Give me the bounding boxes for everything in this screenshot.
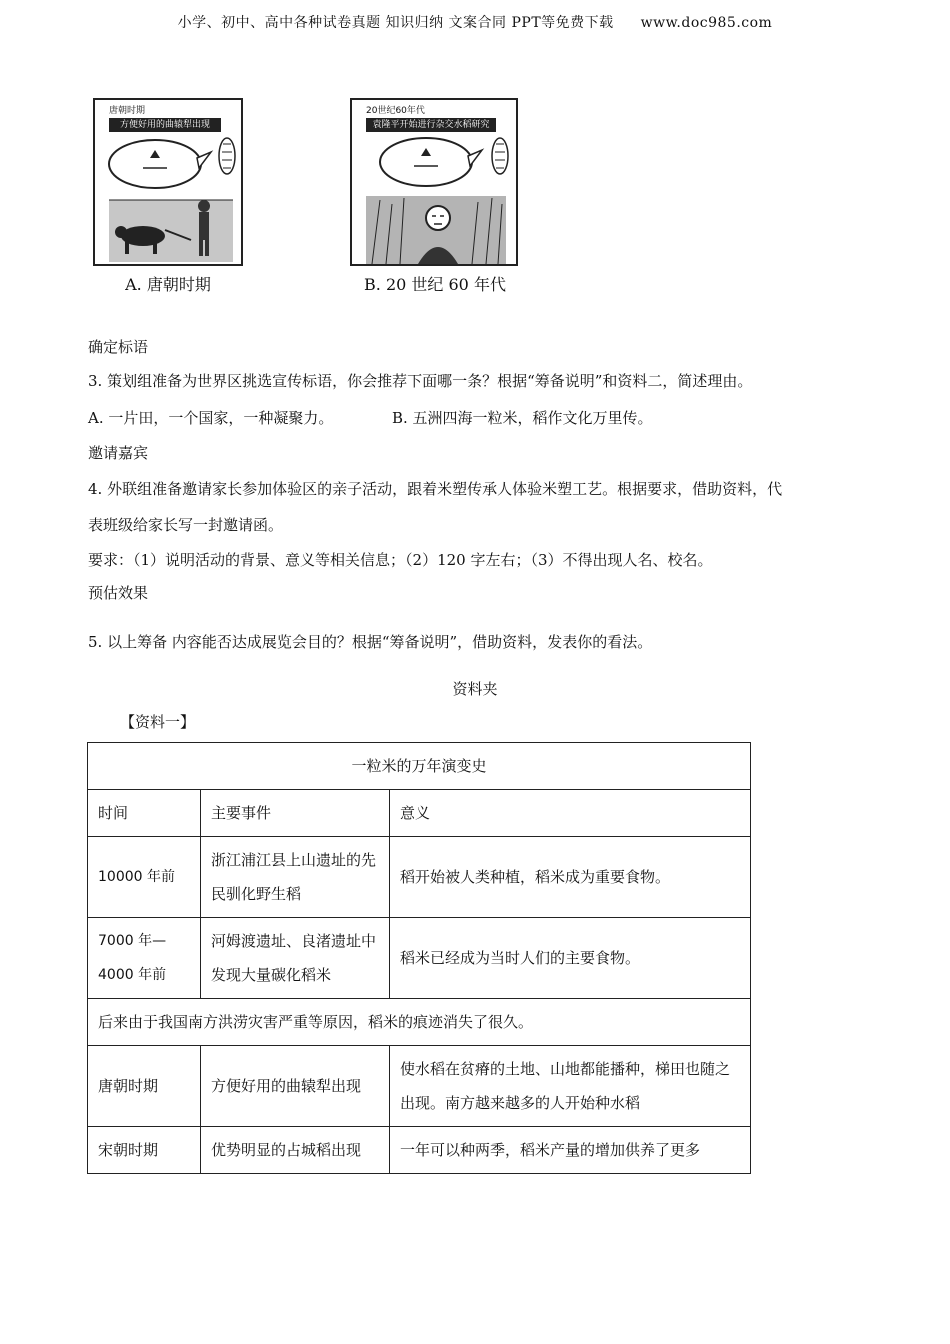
figure-a-caption: A. 唐朝时期 bbox=[125, 275, 211, 294]
q3-option-a: A. 一片田，一个国家，一种凝聚力。 bbox=[88, 409, 334, 427]
question-3: 3. 策划组准备为世界区挑选宣传标语，你会推荐下面哪一条？根据“筹备说明”和资料二，简述理由。 bbox=[88, 372, 753, 390]
table-cell-meaning: 使水稻在贫瘠的土地、山地都能播种，梯田也随之出现。南方越来越多的人开始种水稻 bbox=[390, 1046, 751, 1127]
figure-b-banner: 袁隆平开始进行杂交水稻研究 bbox=[366, 118, 496, 132]
question-4-line2: 表班级给家长写一封邀请函。 bbox=[88, 516, 284, 534]
table-cell-time: 唐朝时期 bbox=[88, 1046, 201, 1127]
table-row bbox=[88, 1046, 751, 1127]
table-cell-event: 河姆渡遗址、良渚遗址中发现大量碳化稻米 bbox=[201, 918, 390, 999]
table-span-row bbox=[88, 999, 751, 1046]
header-text: 小学、初中、高中各种试卷真题 知识归纳 文案合同 PPT等免费下载 bbox=[177, 15, 614, 31]
table-cell-time: 宋朝时期 bbox=[88, 1127, 201, 1174]
table-header-row bbox=[88, 790, 751, 837]
figure-a-era: 唐朝时期 bbox=[109, 106, 146, 116]
table-row bbox=[88, 837, 751, 918]
table-row bbox=[88, 1127, 751, 1174]
table-row bbox=[88, 918, 751, 999]
section-heading-slogan: 确定标语 bbox=[88, 338, 149, 356]
table-cell-event: 方便好用的曲辕犁出现 bbox=[201, 1046, 390, 1127]
page-header bbox=[0, 12, 950, 32]
table-header-event: 主要事件 bbox=[201, 790, 390, 837]
figure-b-era: 20世纪60年代 bbox=[366, 106, 425, 116]
section-heading-invite: 邀请嘉宾 bbox=[88, 444, 149, 462]
folder-title: 资料夹 bbox=[452, 680, 498, 698]
q3-option-b: B. 五洲四海一粒米，稻作文化万里传。 bbox=[392, 409, 653, 427]
figure-b bbox=[350, 98, 520, 295]
question-4-requirements: 要求：（1）说明活动的背景、意义等相关信息；（2）120 字左右；（3）不得出现人名、校名。 bbox=[88, 551, 713, 569]
table-span-text: 后来由于我国南方洪涝灾害严重等原因，稻米的痕迹消失了很久。 bbox=[88, 999, 751, 1046]
table-header-time: 时间 bbox=[88, 790, 201, 837]
table-cell-time: 7000 年—4000 年前 bbox=[88, 918, 201, 999]
history-table bbox=[87, 742, 751, 1174]
figure-b-caption: B. 20 世纪 60 年代 bbox=[364, 275, 506, 294]
figure-a bbox=[93, 98, 243, 295]
table-cell-meaning: 稻开始被人类种植，稻米成为重要食物。 bbox=[390, 837, 751, 918]
table-cell-time: 10000 年前 bbox=[88, 837, 201, 918]
table-cell-event: 浙江浦江县上山遗址的先民驯化野生稻 bbox=[201, 837, 390, 918]
figure-b-panel bbox=[350, 98, 518, 266]
table-header-meaning: 意义 bbox=[390, 790, 751, 837]
material-1-label: 【资料一】 bbox=[120, 713, 196, 731]
figure-a-banner: 方便好用的曲辕犁出现 bbox=[109, 118, 221, 132]
question-5: 5. 以上筹备 内容能否达成展览会目的？根据“筹备说明”，借助资料，发表你的看法。 bbox=[88, 633, 653, 651]
table-cell-meaning: 稻米已经成为当时人们的主要食物。 bbox=[390, 918, 751, 999]
question-4-line1: 4. 外联组准备邀请家长参加体验区的亲子活动，跟着米塑传承人体验米塑工艺。根据要求，借助资料，代 bbox=[88, 480, 783, 498]
figure-a-panel bbox=[93, 98, 243, 266]
header-url[interactable]: www.doc985.com bbox=[640, 15, 773, 31]
table-title: 一粒米的万年演变史 bbox=[88, 743, 751, 790]
table-cell-meaning: 一年可以种两季，稻米产量的增加供养了更多 bbox=[390, 1127, 751, 1174]
table-cell-event: 优势明显的占城稻出现 bbox=[201, 1127, 390, 1174]
section-heading-effect: 预估效果 bbox=[88, 584, 149, 602]
